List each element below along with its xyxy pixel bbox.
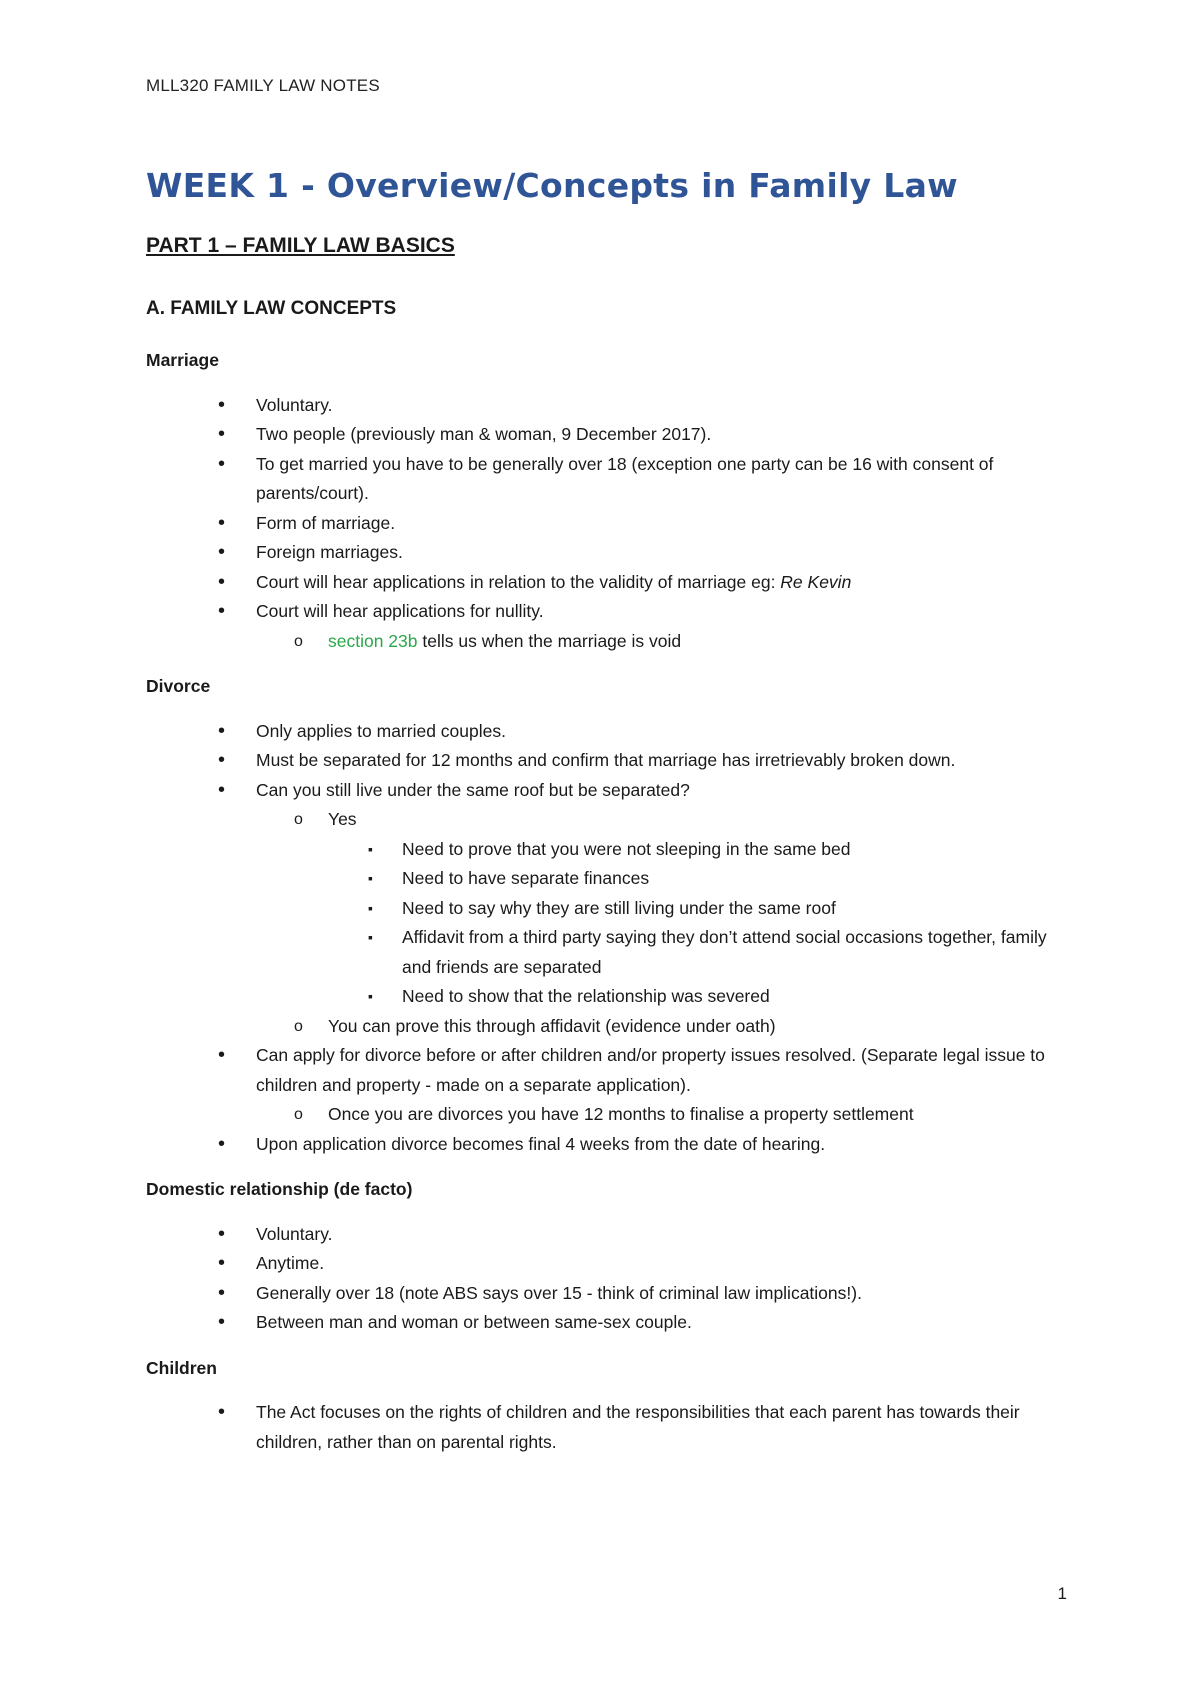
- bullet-icon: •: [218, 1311, 226, 1333]
- sub-sub-list-item: ▪ Need to show that the relationship was severed: [146, 982, 1066, 1012]
- children-list: [146, 1398, 1066, 1457]
- square-bullet-icon: ▪: [368, 840, 373, 857]
- marriage-list: [146, 391, 1066, 657]
- divorce-list: [146, 717, 1066, 1160]
- list-item: • Between man and woman or between same-sex couple.: [146, 1308, 1066, 1338]
- list-item: • Generally over 18 (note ABS says over 15 - think of criminal law implications!).: [146, 1279, 1066, 1309]
- bullet-icon: •: [218, 1281, 226, 1304]
- section-reference: section 23b: [328, 630, 418, 651]
- list-item: • Court will hear applications in relation to the validity of marriage eg: Re Kevin: [146, 568, 1066, 598]
- list-item: • Upon application divorce becomes final 4 weeks from the date of hearing.: [146, 1130, 1066, 1160]
- page-header: MLL320 FAMILY LAW NOTES: [146, 76, 380, 95]
- bullet-icon: •: [218, 393, 226, 416]
- children-heading: Children: [146, 1357, 217, 1378]
- circle-bullet-icon: o: [294, 1106, 303, 1123]
- list-item: • Only applies to married couples.: [146, 717, 1066, 747]
- sub-sub-list-item: ▪ Need to prove that you were not sleeping in the same bed: [146, 835, 1066, 865]
- sub-list-item: o section 23b tells us when the marriage is void: [146, 627, 1066, 657]
- bullet-icon: •: [218, 1222, 226, 1245]
- list-item: • Court will hear applications for nullity.: [146, 597, 1066, 627]
- bullet-icon: •: [218, 1132, 226, 1155]
- square-bullet-icon: ▪: [368, 899, 373, 916]
- domestic-relationship-heading: Domestic relationship (de facto): [146, 1179, 413, 1199]
- document-body: [146, 346, 1066, 1473]
- section-heading: A. FAMILY LAW CONCEPTS: [146, 298, 397, 319]
- list-item: • Can apply for divorce before or after children and/or property issues resolved. (Separate legal issue to children and property - made on a separate application).: [146, 1041, 1066, 1100]
- sub-sub-list-item: ▪ Need to have separate finances: [146, 864, 1066, 894]
- list-item: • Must be separated for 12 months and confirm that marriage has irretrievably broken down.: [146, 746, 1066, 776]
- bullet-icon: •: [218, 452, 226, 475]
- square-bullet-icon: ▪: [368, 870, 373, 886]
- circle-bullet-icon: o: [294, 811, 303, 828]
- list-item: • Voluntary.: [146, 391, 1066, 421]
- bullet-icon: •: [218, 1252, 226, 1274]
- bullet-icon: •: [218, 423, 226, 445]
- bullet-icon: •: [218, 778, 226, 801]
- circle-bullet-icon: o: [294, 1017, 303, 1035]
- bullet-icon: •: [218, 541, 226, 563]
- case-reference: Re Kevin: [780, 571, 852, 592]
- sub-sub-list-item: ▪ Need to say why they are still living under the same roof: [146, 894, 1066, 924]
- document-title: WEEK 1 - Overview/Concepts in Family Law: [146, 166, 958, 205]
- sub-list-item: o Yes: [146, 805, 1066, 835]
- list-item: • To get married you have to be generally over 18 (exception one party can be 16 with consent of parents/court).: [146, 450, 1066, 509]
- bullet-icon: •: [218, 1401, 226, 1423]
- sub-sub-list-item: ▪ Affidavit from a third party saying they don’t attend social occasions together, family and friends are separated: [146, 923, 1066, 982]
- bullet-icon: •: [218, 600, 226, 622]
- bullet-icon: •: [218, 719, 226, 742]
- circle-bullet-icon: o: [294, 632, 303, 650]
- divorce-heading: Divorce: [146, 676, 211, 696]
- bullet-icon: •: [218, 1044, 226, 1066]
- sub-list-item: o You can prove this through affidavit (evidence under oath): [146, 1012, 1066, 1042]
- page-number: 1: [1057, 1584, 1067, 1603]
- bullet-icon: •: [218, 511, 226, 534]
- list-item: • Can you still live under the same roof but be separated?: [146, 776, 1066, 806]
- list-item: • Form of marriage.: [146, 509, 1066, 539]
- part-heading: PART 1 – FAMILY LAW BASICS: [146, 234, 455, 257]
- list-item: • Anytime.: [146, 1249, 1066, 1279]
- list-item: • Voluntary.: [146, 1220, 1066, 1250]
- bullet-icon: •: [218, 749, 226, 771]
- square-bullet-icon: ▪: [368, 988, 373, 1004]
- domestic-list: [146, 1220, 1066, 1338]
- sub-list-item: o Once you are divorces you have 12 months to finalise a property settlement: [146, 1100, 1066, 1130]
- list-item: • Foreign marriages.: [146, 538, 1066, 568]
- list-item: • Two people (previously man & woman, 9 December 2017).: [146, 420, 1066, 450]
- list-item: • The Act focuses on the rights of children and the responsibilities that each parent has towards their children, rather than on parental rights.: [146, 1398, 1066, 1457]
- square-bullet-icon: ▪: [368, 929, 373, 945]
- marriage-heading: Marriage: [146, 350, 219, 370]
- bullet-icon: •: [218, 570, 226, 593]
